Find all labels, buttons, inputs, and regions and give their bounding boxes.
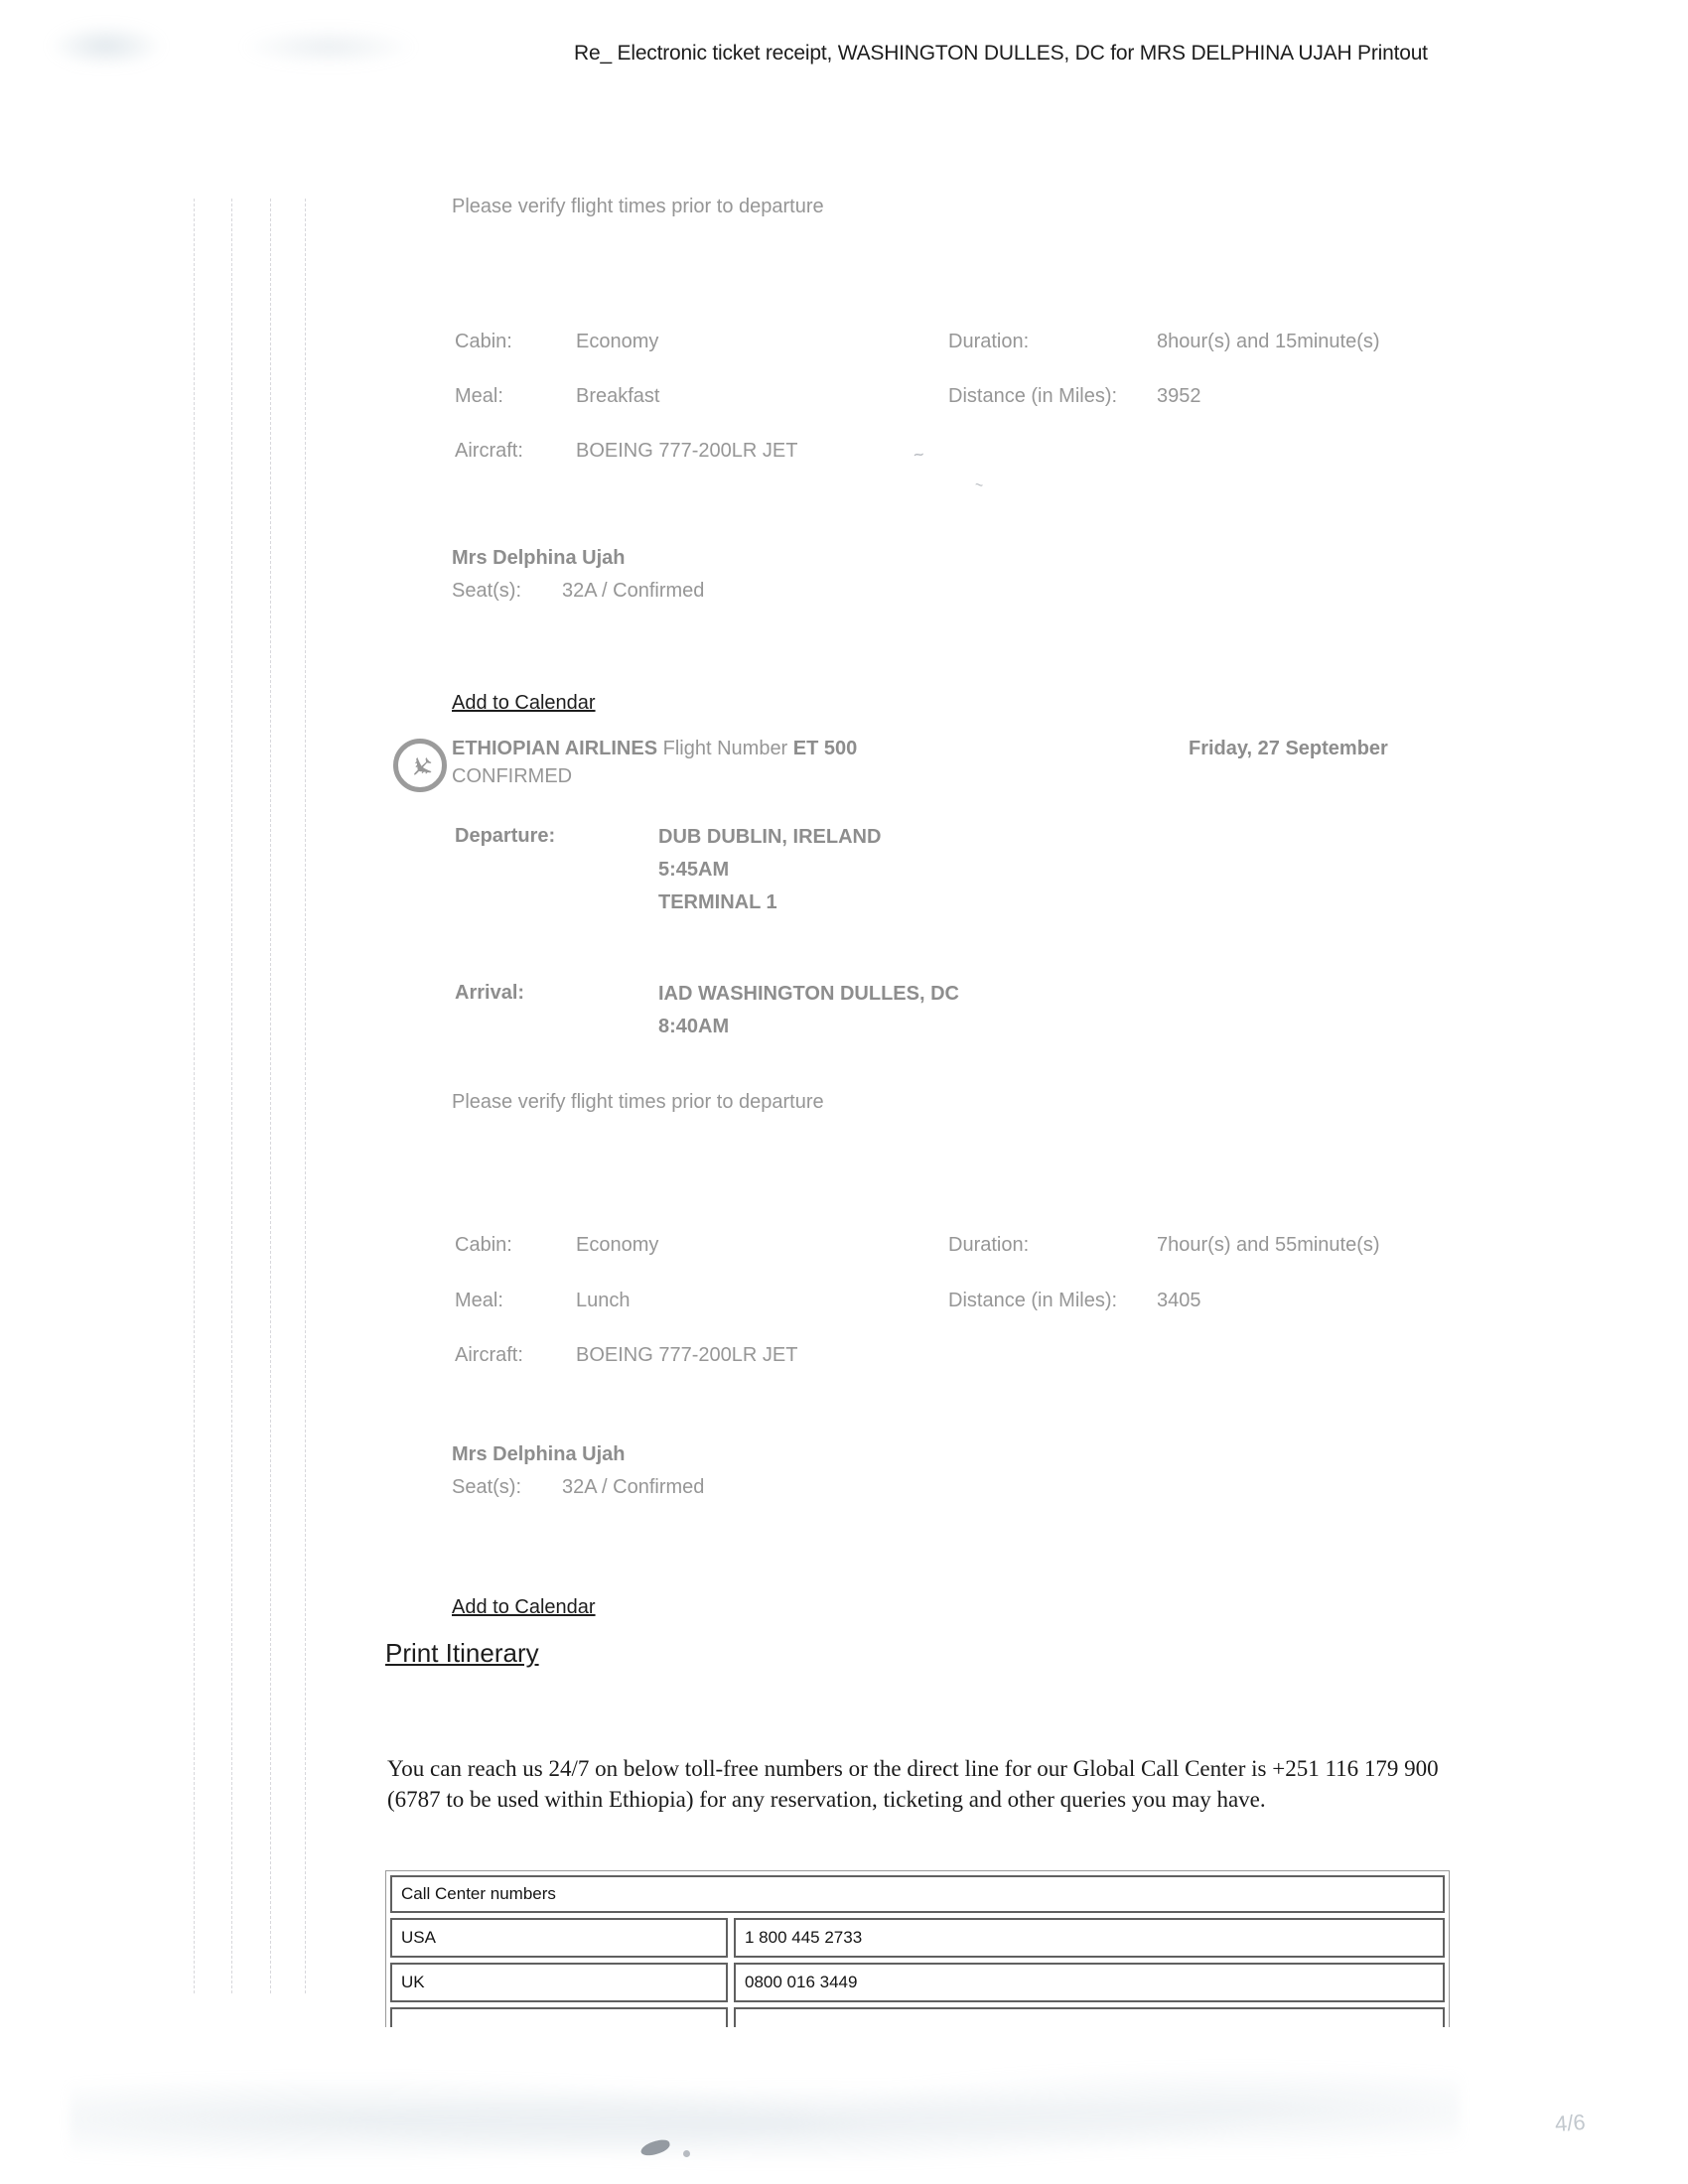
- detail-label: Cabin:: [455, 331, 512, 352]
- scan-line: [231, 199, 232, 1993]
- detail-label: Duration:: [948, 1234, 1030, 1256]
- detail-label: Meal:: [455, 385, 503, 407]
- pen-mark: [683, 2150, 690, 2157]
- scan-line: [270, 199, 271, 1993]
- detail-label: Aircraft:: [455, 440, 523, 462]
- arrival-label: Arrival:: [455, 982, 525, 1004]
- country-cell: [390, 2007, 728, 2027]
- call-center-table: [385, 1870, 1450, 2027]
- arrival-airport: IAD WASHINGTON DULLES, DC: [658, 983, 959, 1005]
- country-cell: USA: [390, 1918, 728, 1958]
- seat-value: 32A / Confirmed: [562, 580, 705, 602]
- detail-value: Lunch: [576, 1290, 631, 1311]
- page-title: Re_ Electronic ticket receipt, WASHINGTON DULLES, DC for MRS DELPHINA UJAH Printout: [574, 42, 1428, 65]
- detail-value: Breakfast: [576, 385, 660, 407]
- detail-value: Economy: [576, 1234, 659, 1256]
- seat-label: Seat(s):: [452, 1476, 522, 1498]
- detail-value: 7hour(s) and 55minute(s): [1157, 1234, 1380, 1256]
- departure-time: 5:45AM: [658, 859, 730, 881]
- detail-label: Distance (in Miles):: [948, 385, 1118, 407]
- table-row-cut: [390, 2007, 1445, 2027]
- arrival-info: [658, 978, 959, 1043]
- page-number: 4/6: [1554, 2109, 1587, 2137]
- detail-label: Cabin:: [455, 1234, 512, 1256]
- verify-note: Please verify flight times prior to departure: [452, 196, 824, 217]
- seat-value: 32A / Confirmed: [562, 1476, 705, 1498]
- print-itinerary-link[interactable]: Print Itinerary: [385, 1638, 539, 1668]
- passenger-name: Mrs Delphina Ujah: [452, 547, 626, 569]
- departure-terminal: TERMINAL 1: [658, 891, 777, 913]
- scan-smudge: [240, 28, 417, 66]
- scan-line: [194, 199, 195, 1993]
- detail-value: 3405: [1157, 1290, 1201, 1311]
- detail-value: BOEING 777-200LR JET: [576, 440, 798, 462]
- table-header-row: [390, 1875, 1445, 1913]
- departure-airport: DUB DUBLIN, IRELAND: [658, 826, 882, 848]
- scan-smudge-band: [70, 2065, 1460, 2164]
- verify-note: Please verify flight times prior to departure: [452, 1091, 824, 1113]
- detail-value: 8hour(s) and 15minute(s): [1157, 331, 1380, 352]
- scan-line: [305, 199, 306, 1993]
- detail-value: 3952: [1157, 385, 1201, 407]
- flight-date: Friday, 27 September: [1189, 738, 1388, 759]
- number-cell: 0800 016 3449: [734, 1963, 1445, 2002]
- table-header-cell: Call Center numbers: [390, 1875, 1445, 1913]
- number-cell: [734, 2007, 1445, 2027]
- flight-number-label: Flight Number: [662, 738, 788, 759]
- country-cell: UK: [390, 1963, 728, 2002]
- departure-label: Departure:: [455, 825, 556, 847]
- detail-label: Meal:: [455, 1290, 503, 1311]
- detail-value: Economy: [576, 331, 659, 352]
- table-row: [390, 1963, 1445, 2002]
- airplane-icon: ✈: [393, 739, 447, 792]
- airline-name: ETHIOPIAN AIRLINES: [452, 738, 658, 759]
- passenger-name: Mrs Delphina Ujah: [452, 1443, 626, 1465]
- detail-label: Duration:: [948, 331, 1030, 352]
- number-cell: 1 800 445 2733: [734, 1918, 1445, 1958]
- seat-label: Seat(s):: [452, 580, 522, 602]
- flight-header-line: [452, 737, 857, 760]
- detail-label: Aircraft:: [455, 1344, 523, 1366]
- pen-mark: [639, 2138, 671, 2158]
- flight-status: CONFIRMED: [452, 765, 573, 787]
- departure-info: [658, 821, 881, 919]
- flight-number: ET 500: [792, 738, 858, 759]
- table-row: [390, 1918, 1445, 1958]
- contact-paragraph: You can reach us 24/7 on below toll-free numbers or the direct line for our Global Call Center is +251 116 179 900 (6787 to be used within Ethiopia) for any reservation, ticketing and other queries you may have.: [387, 1756, 1439, 1812]
- pen-mark: ~: [973, 476, 985, 493]
- add-to-calendar-link[interactable]: Add to Calendar: [452, 692, 596, 714]
- arrival-time: 8:40AM: [658, 1016, 730, 1037]
- detail-value: BOEING 777-200LR JET: [576, 1344, 798, 1366]
- scan-smudge: [48, 24, 165, 68]
- add-to-calendar-link[interactable]: Add to Calendar: [452, 1596, 596, 1618]
- pen-mark: ~: [912, 444, 925, 466]
- detail-label: Distance (in Miles):: [948, 1290, 1118, 1311]
